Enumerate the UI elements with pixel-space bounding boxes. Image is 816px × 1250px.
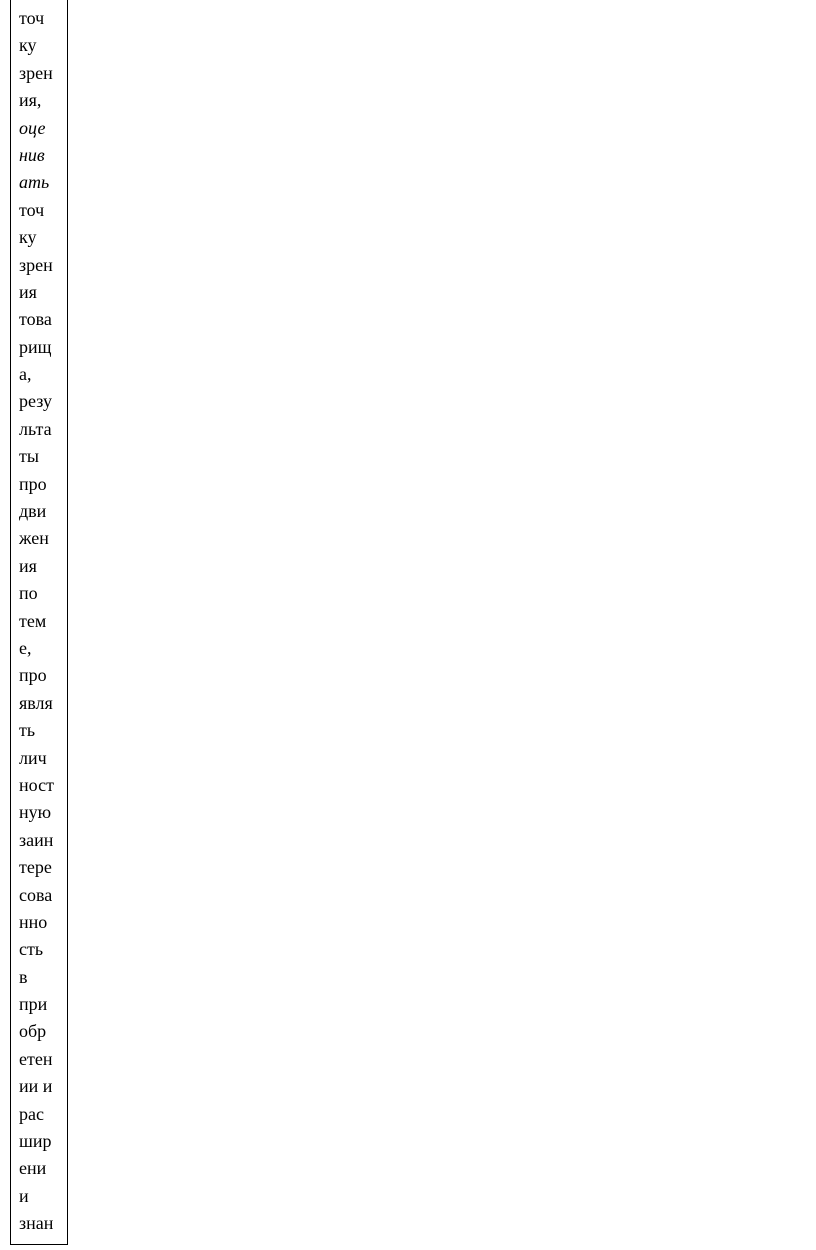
- cell-text-line: зрен: [19, 254, 53, 275]
- cell-text-line: и: [19, 1185, 29, 1206]
- cell-text-line: оце: [19, 117, 46, 138]
- cell-text-line: етен: [19, 1048, 53, 1069]
- cell-text-line: про: [19, 473, 47, 494]
- cell-text-line: тере: [19, 857, 52, 878]
- cell-text: [19, 5, 54, 1238]
- cell-text-line: в: [19, 966, 28, 987]
- cell-text-line: ть: [19, 720, 36, 741]
- cell-text-line: е,: [19, 637, 32, 658]
- cell-text-line: шир: [19, 1131, 52, 1152]
- cell-text-line: зрен: [19, 62, 53, 83]
- cell-text-line: нно: [19, 911, 48, 932]
- cell-text-line: резу: [19, 391, 52, 412]
- cell-text-line: ии и: [19, 1076, 53, 1097]
- cell-text-line: рищ: [19, 336, 52, 357]
- cell-text-line: про: [19, 665, 47, 686]
- cell-text-line: точ: [19, 199, 45, 220]
- cell-text-line: ия: [19, 281, 37, 302]
- cell-text-line: жен: [19, 528, 49, 549]
- cell-text-line: ку: [19, 227, 37, 248]
- cell-text-line: по: [19, 583, 38, 604]
- cell-text-line: сова: [19, 884, 53, 905]
- cell-text-line: рас: [19, 1103, 44, 1124]
- cell-text-line: точ: [19, 8, 45, 28]
- cell-text-line: ия: [19, 555, 37, 576]
- cell-text-line: нив: [19, 144, 45, 165]
- cell-text-line: ия,: [19, 90, 42, 111]
- cell-text-line: обр: [19, 1021, 47, 1042]
- cell-text-line: знан: [19, 1213, 54, 1234]
- cell-text-line: лич: [19, 747, 47, 768]
- cell-text-line: дви: [19, 501, 47, 522]
- cell-text-line: заин: [19, 829, 54, 850]
- cell-text-line: ты: [19, 446, 39, 467]
- cell-text-line: сть: [19, 939, 44, 960]
- cell-text-line: явля: [19, 692, 53, 713]
- cell-text-line: при: [19, 994, 48, 1015]
- table-cell: [10, 0, 68, 1245]
- cell-text-line: ени: [19, 1158, 47, 1179]
- cell-text-line: ную: [19, 802, 52, 823]
- cell-text-line: ност: [19, 774, 54, 795]
- cell-text-line: а,: [19, 364, 32, 385]
- cell-text-line: ать: [19, 172, 50, 193]
- cell-text-line: тем: [19, 610, 47, 631]
- cell-text-line: льта: [19, 418, 52, 439]
- cell-text-line: ку: [19, 35, 37, 56]
- cell-text-line: това: [19, 309, 52, 330]
